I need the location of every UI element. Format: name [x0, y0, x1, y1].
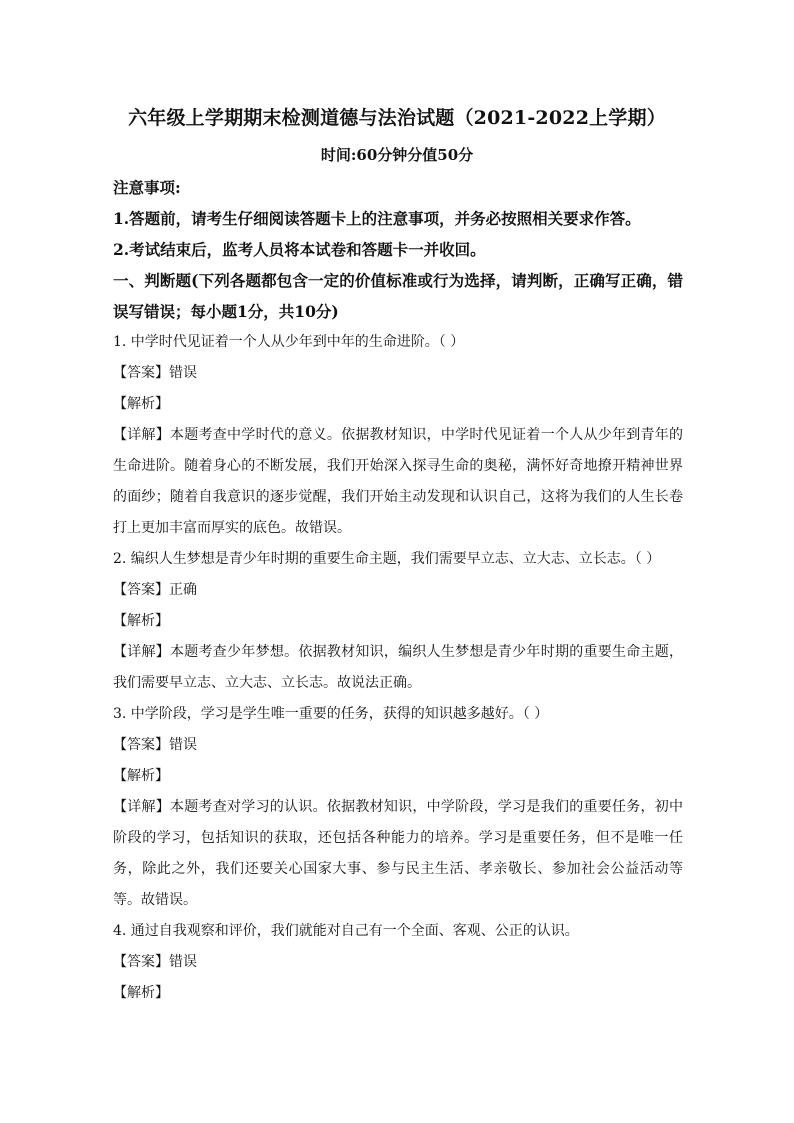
question-text: 1. 中学时代见证着一个人从少年到中年的生命进阶。（ ） — [113, 334, 465, 350]
question-text: 4. 通过自我观察和评价，我们就能对自己有一个全面、客观、公正的认识。 — [113, 923, 579, 939]
detail-text: 【详解】本题考查对学习的认识。依据教材知识，中学阶段，学习是我们的重要任务，初中阶段的学习，包括知识的获取，还包括各种能力的培养。学习是重要任务，但不是唯一任务，除此之外，我们还要关心国家大事、参与民主生活、孝亲敬长、参加社会公益活动等等。故错误。 — [113, 799, 683, 908]
question-text: 2. 编织人生梦想是青少年时期的重要生命主题，我们需要早立志、立大志、立长志。（ ） — [113, 551, 661, 567]
answer-line: 【答案】错误 — [113, 737, 197, 753]
page-title: 六年级上学期期末检测道德与法治试题（2021-2022上学期） — [128, 107, 666, 129]
note-item: 1.答题前，请考生仔细阅读答题卡上的注意事项，并务必按照相关要求作答。 — [113, 209, 641, 228]
question-block — [113, 916, 683, 1009]
answer-line: 【答案】错误 — [113, 365, 197, 381]
question-block — [113, 544, 683, 699]
question-block — [113, 327, 683, 544]
analysis-label: 【解析】 — [113, 985, 169, 1001]
question-text: 3. 中学阶段，学习是学生唯一重要的任务，获得的知识越多越好。（ ） — [113, 706, 549, 722]
analysis-label: 【解析】 — [113, 768, 169, 784]
question-block — [113, 699, 683, 916]
analysis-label: 【解析】 — [113, 396, 169, 412]
notes-heading: 注意事项: — [113, 178, 181, 197]
note-item: 2.考试结束后，监考人员将本试卷和答题卡一并收回。 — [113, 240, 486, 259]
detail-text: 【详解】本题考查中学时代的意义。依据教材知识，中学时代见证着一个人从少年到青年的生命进阶。随着身心的不断发展，我们开始深入探寻生命的奥秘，满怀好奇地撩开精神世界的面纱；随着自我意识的逐步觉醒，我们开始主动发现和认识自己，这将为我们的人生长卷打上更加丰富而厚实的底色。故错误。 — [113, 427, 683, 536]
detail-text: 【详解】本题考查少年梦想。依据教材知识，编织人生梦想是青少年时期的重要生命主题，我们需要早立志、立大志、立长志。故说法正确。 — [113, 644, 683, 691]
exam-body — [113, 172, 683, 1009]
answer-line: 【答案】正确 — [113, 582, 197, 598]
answer-line: 【答案】错误 — [113, 954, 197, 970]
exam-time-score: 时间:60分钟分值50分 — [320, 146, 474, 164]
analysis-label: 【解析】 — [113, 613, 169, 629]
section-title: 一、判断题(下列各题都包含一定的价值标准或行为选择，请判断，正确写正确，错误写错误；每小题1分，共10分) — [113, 271, 683, 321]
